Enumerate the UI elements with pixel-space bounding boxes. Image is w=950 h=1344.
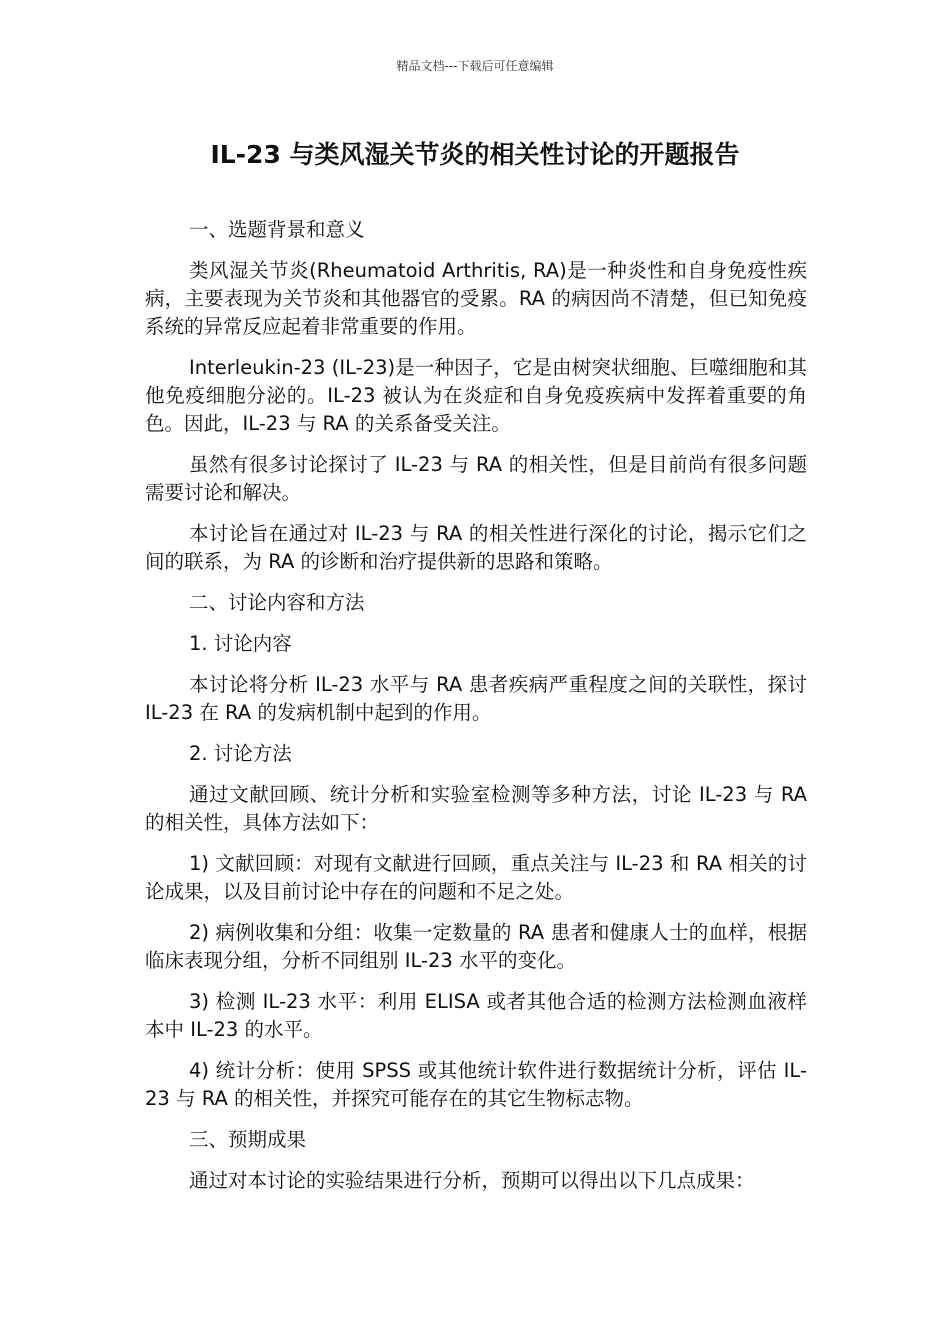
paragraph-expected-intro: 通过对本讨论的实验结果进行分析，预期可以得出以下几点成果：	[189, 1169, 755, 1192]
list-item-statistical-analysis: 4) 统计分析：使用 SPSS 或其他统计软件进行数据统计分析，评估 IL-23 与 RA 的相关性，并探究可能存在的其它生物标志物。	[145, 1059, 807, 1110]
paragraph-content-detail: 本讨论将分析 IL-23 水平与 RA 患者疾病严重程度之间的关联性，探讨 IL-23 在 RA 的发病机制中起到的作用。	[145, 673, 807, 724]
paragraph-methods-intro: 通过文献回顾、统计分析和实验室检测等多种方法，讨论 IL-23 与 RA 的相关性，具体方法如下：	[145, 783, 807, 834]
section-heading-content-methods: 二、讨论内容和方法	[189, 591, 365, 614]
paragraph-open-questions: 虽然有很多讨论探讨了 IL-23 与 RA 的相关性，但是目前尚有很多问题需要讨论和解决。	[145, 453, 807, 504]
document-title: IL-23 与类风湿关节炎的相关性讨论的开题报告	[210, 140, 740, 169]
subheading-content: 1. 讨论内容	[189, 632, 292, 655]
paragraph-il23-intro: Interleukin-23 (IL-23)是一种因子，它是由树突状细胞、巨噬细胞和其他免疫细胞分泌的。IL-23 被认为在炎症和自身免疫疾病中发挥着重要的角色。因此，IL-23 与 RA 的关系备受关注。	[145, 356, 807, 435]
list-item-il23-detection: 3) 检测 IL-23 水平：利用 ELISA 或者其他合适的检测方法检测血液样本中 IL-23 的水平。	[145, 990, 807, 1041]
list-item-literature-review: 1) 文献回顾：对现有文献进行回顾，重点关注与 IL-23 和 RA 相关的讨论成果，以及目前讨论中存在的问题和不足之处。	[145, 852, 807, 903]
paragraph-study-aim: 本讨论旨在通过对 IL-23 与 RA 的相关性进行深化的讨论，揭示它们之间的联系，为 RA 的诊断和治疗提供新的思路和策略。	[145, 522, 807, 573]
list-item-sample-collection: 2) 病例收集和分组：收集一定数量的 RA 患者和健康人士的血样，根据临床表现分组，分析不同组别 IL-23 水平的变化。	[145, 921, 807, 972]
page-header: 精品文档---下载后可任意编辑	[396, 59, 554, 73]
paragraph-ra-intro: 类风湿关节炎(Rheumatoid Arthritis, RA)是一种炎性和自身免疫性疾病，主要表现为关节炎和其他器官的受累。RA 的病因尚不清楚，但已知免疫系统的异常反应起着非常重要的作用。	[145, 259, 807, 338]
document-body	[145, 216, 807, 1208]
section-heading-expected-results: 三、预期成果	[189, 1128, 307, 1151]
section-heading-background: 一、选题背景和意义	[189, 218, 365, 241]
subheading-methods: 2. 讨论方法	[189, 742, 292, 765]
